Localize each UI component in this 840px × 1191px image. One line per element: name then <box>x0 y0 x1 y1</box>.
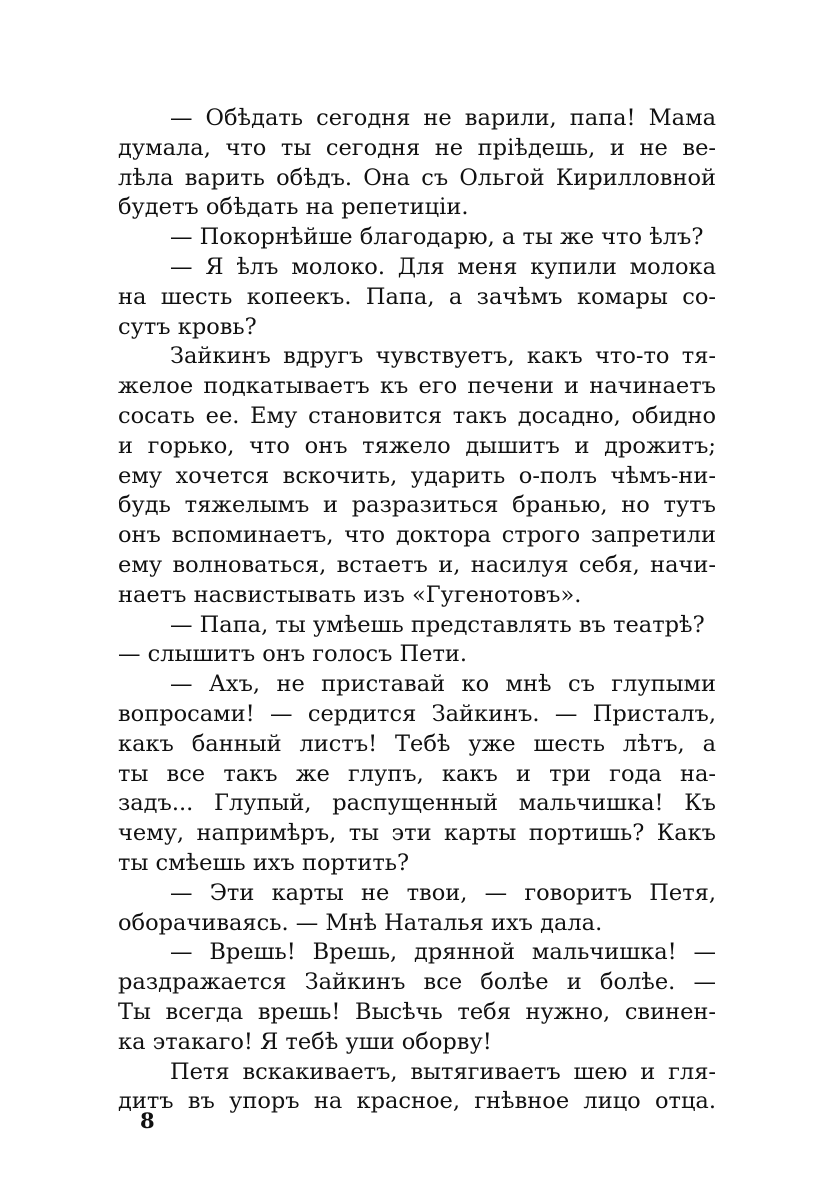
text-line: думала, что ты сегодня не пріѣдешь, и не ве- <box>118 134 716 161</box>
text-line: оборачиваясь. — Мнѣ Наталья ихъ дала. <box>118 909 603 936</box>
text-line: будетъ обѣдать на репетиціи. <box>118 194 469 221</box>
text-line: ка этакаго! Я тебѣ уши оборву! <box>118 1028 492 1055</box>
text-line: и горько, что онъ тяжело дышитъ и дрожитъ; <box>118 432 716 459</box>
text-line: на шесть копеекъ. Папа, а зачѣмъ комары со- <box>118 283 716 310</box>
text-line: вопросами! — сердится Зайкинъ. — Присталъ, <box>118 700 716 727</box>
text-line: будь тяжелымъ и разразиться бранью, но тутъ <box>118 492 716 519</box>
text-line: чему, напримѣръ, ты эти карты портишь? Какъ <box>118 820 716 847</box>
text-line: лѣла варить обѣдъ. Она съ Ольгой Кирилловной <box>118 164 716 191</box>
text-line: какъ банный листъ! Тебѣ уже шесть лѣтъ, а <box>118 730 716 757</box>
text-line: ему волноваться, встаетъ и, насилуя себя, начи- <box>118 551 716 578</box>
text-line: — Обѣдать сегодня не варили, папа! Мама <box>170 105 716 131</box>
text-line: онъ вспоминаетъ, что доктора строго запретили <box>118 522 716 549</box>
page-number: 8 <box>140 1108 155 1133</box>
text-line: — слышитъ онъ голосъ Пети. <box>118 641 468 668</box>
text-line: Зайкинъ вдругъ чувствуетъ, какъ что-то тя- <box>170 343 716 370</box>
text-line: — Эти карты не твои, — говоритъ Петя, <box>170 879 716 906</box>
text-line: задъ... Глупый, распущенный мальчишка! Къ <box>118 790 716 817</box>
body-text <box>118 104 716 1117</box>
text-line: желое подкатываетъ къ его печени и начинаетъ <box>118 373 716 400</box>
text-line: дитъ въ упоръ на красное, гнѣвное лицо отца. <box>118 1088 716 1115</box>
text-line: Ты всегда врешь! Высѣчь тебя нужно, свинен- <box>118 998 716 1025</box>
text-line: сутъ кровь? <box>118 313 257 340</box>
text-line: Петя вскакиваетъ, вытягиваетъ шею и гля- <box>170 1058 716 1085</box>
text-line: — Врешь! Врешь, дрянной мальчишка! — <box>170 939 716 966</box>
text-line: — Я ѣлъ молоко. Для меня купили молока <box>170 253 716 280</box>
text-line: — Папа, ты умѣешь представлять въ театрѣ? <box>170 611 705 638</box>
text-line: раздражается Зайкинъ все болѣе и болѣе. — <box>118 969 716 996</box>
text-line: ты смѣешь ихъ портить? <box>118 849 410 876</box>
text-line: ты все такъ же глупъ, какъ и три года на- <box>118 760 716 787</box>
text-line: ему хочется вскочить, ударить о-полъ чѣмъ-ни- <box>118 462 716 489</box>
text-line: сосать ее. Ему становится такъ досадно, обидно <box>118 402 716 429</box>
text-line: — Покорнѣйше благодарю, а ты же что ѣлъ? <box>170 224 704 251</box>
text-line: — Ахъ, не приставай ко мнѣ съ глупыми <box>170 671 716 698</box>
text-line: наетъ насвистывать изъ «Гугенотовъ». <box>118 581 582 608</box>
